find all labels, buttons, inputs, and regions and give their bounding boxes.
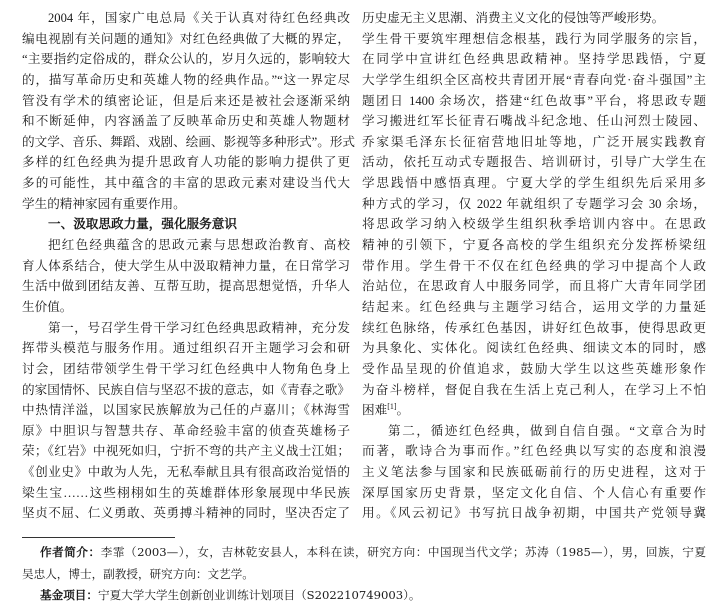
body-line: 梁生宝……这些栩栩如生的英雄群体形象展现中华民族 xyxy=(22,485,350,500)
body-line: 的，描写革命历史和英雄人物的经典作品。”“这一界定尽 xyxy=(22,72,350,87)
body-line: 学生的精神家园有重要作用。 xyxy=(22,196,186,211)
body-line: 和不断延伸，内容涵盖了反映革命历史和英雄人物题材 xyxy=(22,114,350,129)
body-line: 结起来。红色经典与主题学习结合，运用文学的力量延 xyxy=(362,299,706,314)
body-line: 多的可能性，其中蕴含的丰富的思政元素对建设当代大 xyxy=(22,176,350,191)
body-line: 学生骨干要筑牢理想信念根基，践行为同学服务的宗旨， xyxy=(362,31,706,46)
funding-label: 基金项目： xyxy=(40,588,98,602)
body-line: 讨会，团结带领学生骨干学习红色经典中人物角色身上 xyxy=(22,361,350,376)
body-line: 生活中做到团结友善、互帮互助，提高思想觉悟，升华人 xyxy=(22,279,350,294)
body-line: 学思践悟中感悟真理。宁夏大学的学生组织先后采用多 xyxy=(362,176,706,191)
body-line: 2004 年，国家广电总局《关于认真对待红色经典改 xyxy=(48,11,350,25)
body-line: 挥带头模范与服务作用。通过组织召开主题学习会和研 xyxy=(22,341,350,356)
body-line: 多样的红色经典为提升思政育人功能的影响力提供了更 xyxy=(22,155,350,170)
body-line: 续红色脉络，传承红色基因，讲好红色故事，使得思政更 xyxy=(362,320,706,335)
body-line: 在同学中宣讲红色经典思政精神。坚持学思践悟，宁夏 xyxy=(362,52,706,67)
body-line: 题团日 1400 余场次，搭建“红色故事”平台，将思政专题 xyxy=(362,93,706,108)
body-line: 编电视剧有关问题的通知》对红色经典做了大概的界定， xyxy=(22,31,350,46)
body-line: 种方式的学习，仅 2022 年就组织了专题学习会 30 余场， xyxy=(362,196,706,211)
body-line: 乔家渠毛泽东长征宿营地旧址等地，广泛开展实践教育 xyxy=(362,134,706,149)
body-line: “主要指约定俗成的，群众公认的，岁月久远的，影响较大 xyxy=(22,52,350,67)
funding-line xyxy=(40,585,421,605)
body-line: 第二，循迹红色经典，做到自信自强。“文章合为时 xyxy=(388,423,706,438)
body-line: 而著，歌诗合为事而作。”红色经典以写实的态度和浪漫 xyxy=(362,444,706,459)
body-line: 受作品呈现的价值追求，鼓励大学生以这些英雄形象作 xyxy=(362,361,706,376)
body-line: 荣；《红岩》中视死如归，宁折不弯的共产主义战士江姐； xyxy=(22,444,350,459)
body-line: 将思政学习纳入校级学生组织秋季培训内容中。在思政 xyxy=(362,217,706,232)
funding-text: 宁夏大学大学生创新创业训练计划项目（S202210749003）。 xyxy=(97,588,421,602)
body-line: 活动，依托互动式专题报告、培训研讨，引导广大学生在 xyxy=(362,155,706,170)
left-column xyxy=(22,8,356,524)
body-line: 学习搬进红军长征青石嘴战斗纪念地、任山河烈士陵园、 xyxy=(362,114,706,129)
body-line: 带作用。学生骨干不仅在红色经典的学习中提高个人政 xyxy=(362,258,706,273)
body-text: 。 xyxy=(396,403,410,418)
body-line: 用。《风云初记》书写抗日战争初期，中国共产党领导冀 xyxy=(362,506,706,521)
section-heading: 一、汲取思政力量，强化服务意识 xyxy=(48,216,237,232)
body-line: 的家国情怀、民族自信与坚忍不拔的意志，如《青春之歌》 xyxy=(22,382,350,397)
right-column xyxy=(362,8,706,524)
body-line: 《创业史》中敢为人先，无私奉献且具有很高政治觉悟的 xyxy=(22,465,350,480)
body-line: 育人体系结合，使大学生从中汲取精神力量，在日常学习 xyxy=(22,258,350,273)
body-line: 精神的引领下，宁夏各高校的学生组织充分发挥桥梁纽 xyxy=(362,238,706,253)
body-line: 把红色经典蕴含的思政元素与思想政治教育、高校 xyxy=(48,238,350,253)
body-line: 历史虚无主义思潮、消费主义文化的侵蚀等严峻形势。 xyxy=(362,11,665,25)
footnote-separator xyxy=(22,537,175,538)
body-line: 管没有学术的缜密论证，但是后来还是被社会逐渐采纳 xyxy=(22,93,350,108)
body-line: 原》中胆识与智慧共存、革命经验丰富的侦查英雄杨子 xyxy=(22,423,350,438)
body-line: 生价值。 xyxy=(22,299,73,314)
author-info-line xyxy=(40,542,706,562)
body-text: 困难 xyxy=(362,403,388,418)
author-info-label: 作者简介： xyxy=(40,545,101,559)
body-line: 第一，号召学生骨干学习红色经典思政精神，充分发 xyxy=(48,320,350,335)
author-info-text: 李霏（2003—），女，吉林乾安县人，本科在读，研究方向：中国现当代文学；苏涛（1985—），男，回族，宁夏 xyxy=(100,545,706,559)
body-line: 为具象化、实体化。阅读红色经典、细读文本的同时，感 xyxy=(362,341,706,356)
body-line: 中热情洋溢，以国家民族解放为己任的卢嘉川；《林海雪 xyxy=(22,403,350,418)
body-line: 深厚国家历史背景，坚定文化自信、个人信心有重要作 xyxy=(362,485,706,500)
citation-reference: [1] xyxy=(387,401,397,411)
body-line: 大学学生组织全区高校共青团开展“青春向党·奋斗强国”主 xyxy=(362,72,706,87)
author-info-text: 吴忠人，博士，副教授，研究方向：文艺学。 xyxy=(22,567,254,581)
body-line: 坚贞不屈、仁义勇敢、英勇搏斗精神的同时，坚决否定了 xyxy=(22,506,350,521)
body-line xyxy=(362,400,706,421)
body-line: 的文学、音乐、舞蹈、戏剧、绘画、影视等多种形式”。形式 xyxy=(22,134,356,149)
body-line: 为奋斗榜样，督促自我在生活上克己利人，在学习上不怕 xyxy=(362,382,706,397)
author-info-line xyxy=(22,564,254,584)
body-line: 主义笔法参与国家和民族砥砺前行的历史进程，这对于 xyxy=(362,465,706,480)
body-line: 治站位，在思政育人中服务同学，而且将广大青年同学团 xyxy=(362,279,706,294)
